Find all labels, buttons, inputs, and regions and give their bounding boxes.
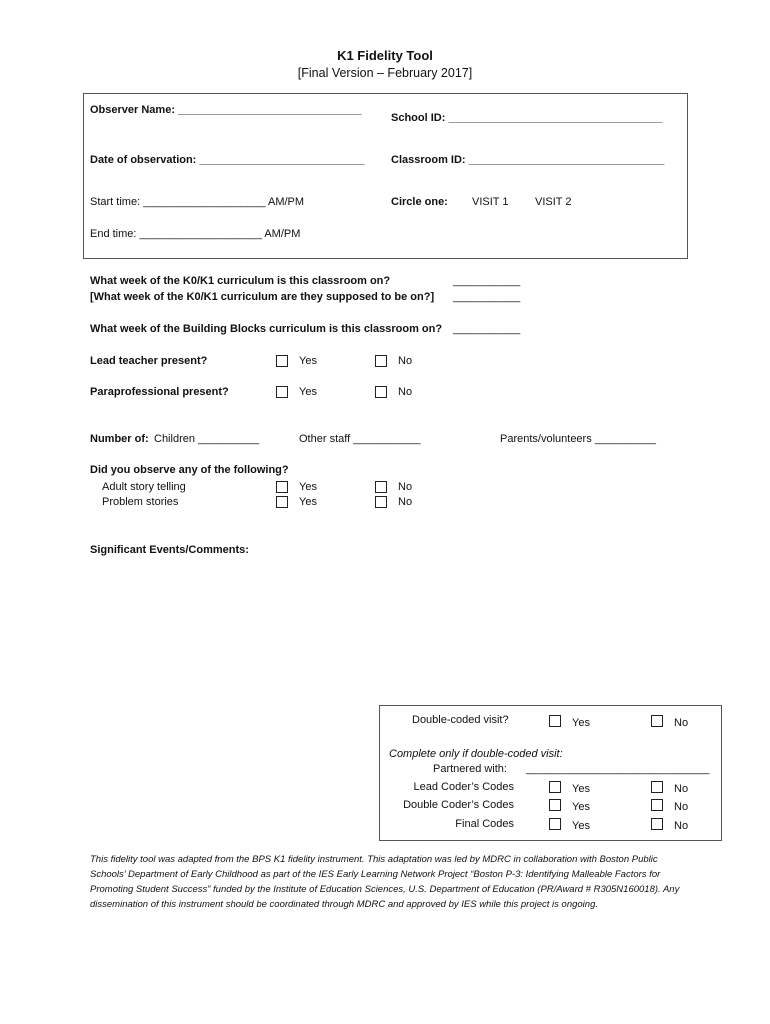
final-codes-no-label: No [674,820,689,832]
page-subtitle: [Final Version – February 2017] [297,66,473,80]
complete-only-note: Complete only if double-coded visit: [389,748,563,760]
problem-stories-label: Problem stories [102,496,179,508]
end-time-field[interactable]: End time: ____________________ AM/PM [90,228,301,240]
lead-coder-yes-label: Yes [572,783,590,795]
date-of-observation-field[interactable]: Date of observation: ___________________________ [90,154,365,166]
paraprofessional-no-label: No [398,386,413,398]
problem-stories-yes-checkbox[interactable] [276,496,288,508]
building-blocks-week-blank[interactable]: ___________ [453,323,521,335]
double-coder-no-checkbox[interactable] [651,799,663,811]
k0k1-supposed-week-question: [What week of the K0/K1 curriculum are they supposed to be on?] [90,291,435,303]
observe-question: Did you observe any of the following? [90,464,289,476]
double-coded-no-checkbox[interactable] [651,715,663,727]
adult-story-telling-no-checkbox[interactable] [375,481,387,493]
final-codes-label: Final Codes [455,818,514,830]
paraprofessional-label: Paraprofessional present? [90,386,229,398]
paraprofessional-yes-label: Yes [299,386,317,398]
lead-coder-codes-label: Lead Coder’s Codes [413,781,514,793]
building-blocks-week-question: What week of the Building Blocks curriculum is this classroom on? [90,323,443,335]
comments-area[interactable] [90,560,690,695]
double-coder-codes-label: Double Coder’s Codes [403,799,514,811]
partnered-with-field[interactable]: ______________________________ [526,763,710,775]
paraprofessional-yes-checkbox[interactable] [276,386,288,398]
children-count-field[interactable]: Children __________ [154,433,260,445]
start-time-label: Start time: ____________________ AM/PM [90,196,305,208]
observer-name-field[interactable]: Observer Name: ______________________________ [90,104,362,116]
double-coder-yes-label: Yes [572,801,590,813]
problem-stories-no-checkbox[interactable] [375,496,387,508]
double-coded-question: Double-coded visit? [412,714,509,726]
footer-note: This fidelity tool was adapted from the BPS K1 fidelity instrument. This adaptation was led by MDRC in collaboration with Boston Public Schools’ Department of Early Childhood as part of the IES Early Learning Network Project “Boston P-3: Identifying Malleable Factors for Promoting Student Success” funded by the Institute of Education Sciences, U.S. Department of Education (PR/Award # R305N160018). Any dissemination of this instrument should be coordinated through MDRC and approved by IES while this project is ongoing. [90,854,680,910]
double-coded-no-label: No [674,717,689,729]
k0k1-week-question: What week of the K0/K1 curriculum is this classroom on? [90,275,391,287]
lead-teacher-no-checkbox[interactable] [375,355,387,367]
k0k1-supposed-week-blank[interactable]: ___________ [453,291,521,303]
lead-teacher-yes-checkbox[interactable] [276,355,288,367]
double-coder-yes-checkbox[interactable] [549,799,561,811]
double-coded-yes-checkbox[interactable] [549,715,561,727]
page-title: K1 Fidelity Tool [337,48,433,63]
number-of-label: Number of: [90,433,149,445]
start-time-field[interactable] [90,195,304,209]
adult-story-telling-yes-checkbox[interactable] [276,481,288,493]
adult-story-telling-yes-label: Yes [299,481,317,493]
k0k1-week-blank[interactable]: ___________ [453,275,521,287]
school-id-field[interactable]: School ID: ___________________________________ [391,112,663,124]
parents-volunteers-count-field[interactable]: Parents/volunteers __________ [500,433,656,445]
double-coded-yes-label: Yes [572,717,590,729]
partnered-with-label: Partnered with: [433,763,507,775]
paraprofessional-no-checkbox[interactable] [375,386,387,398]
lead-teacher-label: Lead teacher present? [90,355,208,367]
visit-2-option[interactable]: VISIT 2 [535,196,572,208]
classroom-id-field[interactable]: Classroom ID: ________________________________ [391,154,665,166]
double-coder-no-label: No [674,801,689,813]
visit-1-option[interactable]: VISIT 1 [472,196,509,208]
lead-coder-no-checkbox[interactable] [651,781,663,793]
other-staff-count-field[interactable]: Other staff ___________ [299,433,421,445]
adult-story-telling-no-label: No [398,481,413,493]
circle-one-label: Circle one: [391,196,448,208]
lead-coder-yes-checkbox[interactable] [549,781,561,793]
problem-stories-no-label: No [398,496,413,508]
final-codes-no-checkbox[interactable] [651,818,663,830]
final-codes-yes-label: Yes [572,820,590,832]
final-codes-yes-checkbox[interactable] [549,818,561,830]
comments-label: Significant Events/Comments: [90,544,249,556]
problem-stories-yes-label: Yes [299,496,317,508]
lead-teacher-no-label: No [398,355,413,367]
lead-coder-no-label: No [674,783,689,795]
lead-teacher-yes-label: Yes [299,355,317,367]
adult-story-telling-label: Adult story telling [102,481,186,493]
